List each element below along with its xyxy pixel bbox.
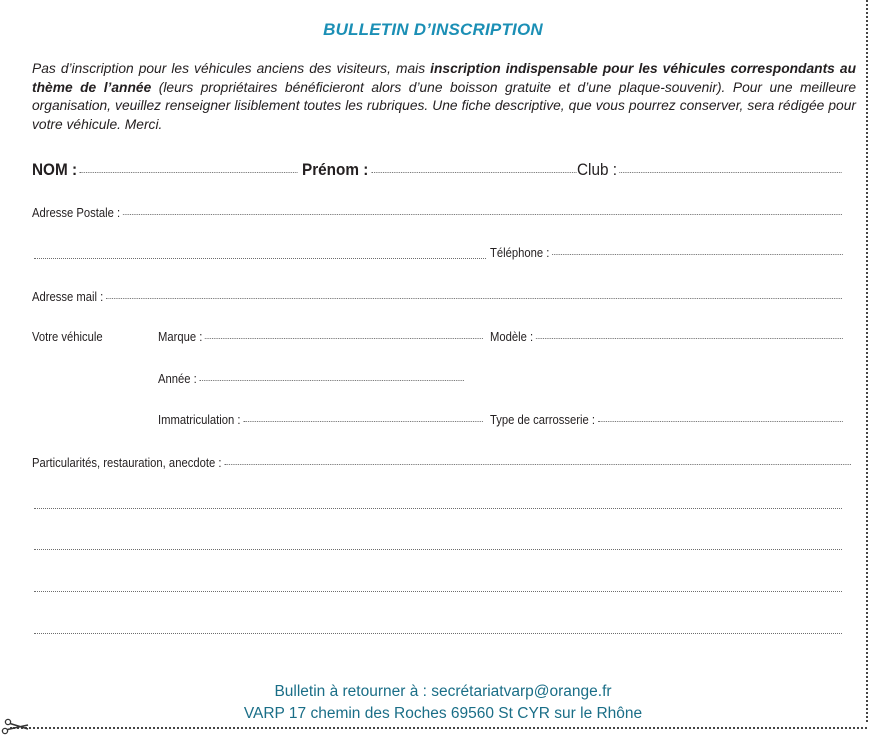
adresse-mail-line [106, 298, 842, 299]
immatriculation-label: Immatriculation : [158, 413, 241, 427]
intro-paragraph [32, 60, 856, 134]
intro-text-end: (leurs propriétaires bénéficieront alors d’une boisson gratuite et d’une plaque-souvenir). Pour une meilleure organisation, veuillez renseigner lisiblement toutes les rubriques. Une fiche descriptive, que vous pourrez conserver, sera rédigée pour votre véhicule. Merci. [32, 79, 856, 132]
particularites-field[interactable] [32, 456, 851, 470]
type-carrosserie-line [598, 421, 843, 422]
immatriculation-line [243, 421, 483, 422]
modele-label: Modèle : [490, 330, 534, 344]
particularites-line-4[interactable] [34, 591, 842, 592]
club-field[interactable] [577, 160, 842, 180]
particularites-line-5[interactable] [34, 633, 842, 634]
adresse-postale-field[interactable] [32, 206, 842, 220]
type-carrosserie-label: Type de carrosserie : [490, 413, 596, 427]
nom-label: NOM : [32, 160, 78, 179]
adresse-postale-label: Adresse Postale : [32, 206, 121, 220]
annee-field[interactable] [158, 372, 464, 386]
nom-line [80, 172, 298, 173]
telephone-line [552, 254, 843, 255]
votre-vehicule-label [32, 330, 103, 344]
marque-label: Marque : [158, 330, 203, 344]
telephone-label: Téléphone : [490, 246, 550, 260]
annee-label: Année : [158, 372, 197, 386]
modele-field[interactable] [490, 330, 843, 344]
type-carrosserie-field[interactable] [490, 413, 843, 427]
nom-field[interactable] [32, 160, 298, 180]
club-line [620, 172, 842, 173]
intro-text: Pas d’inscription pour les véhicules anciens des visiteurs, mais [32, 61, 431, 76]
return-address: VARP 17 chemin des Roches 69560 St CYR sur le Rhône [243, 705, 643, 722]
adresse-mail-label: Adresse mail : [32, 290, 104, 304]
annee-line [199, 380, 464, 381]
prenom-field[interactable] [302, 160, 577, 180]
club-label: Club : [577, 160, 617, 179]
intro-bold-text: inscription indispensable pour les véhicules correspondants au thème de l’année [32, 61, 856, 95]
vertical-cut-line [866, 0, 868, 722]
particularites-label: Particularités, restauration, anecdote : [32, 456, 222, 470]
particularites-line-3[interactable] [34, 549, 842, 550]
votre-vehicule-text: Votre véhicule [32, 330, 103, 344]
prenom-line [371, 172, 576, 173]
adresse-line-2[interactable] [34, 258, 486, 259]
particularites-line-2[interactable] [34, 508, 842, 509]
telephone-field[interactable] [490, 246, 843, 260]
modele-line [536, 338, 843, 339]
particularites-line [224, 464, 851, 465]
horizontal-cut-line [10, 727, 867, 729]
prenom-label: Prénom : [302, 160, 369, 179]
adresse-postale-line [123, 214, 842, 215]
form-title: BULLETIN D’INSCRIPTION [323, 20, 543, 39]
adresse-mail-field[interactable] [32, 290, 842, 304]
marque-field[interactable] [158, 330, 483, 344]
immatriculation-field[interactable] [158, 413, 483, 427]
marque-line [205, 338, 483, 339]
return-instructions: Bulletin à retourner à : secrétariatvarp@orange.fr [274, 683, 612, 700]
